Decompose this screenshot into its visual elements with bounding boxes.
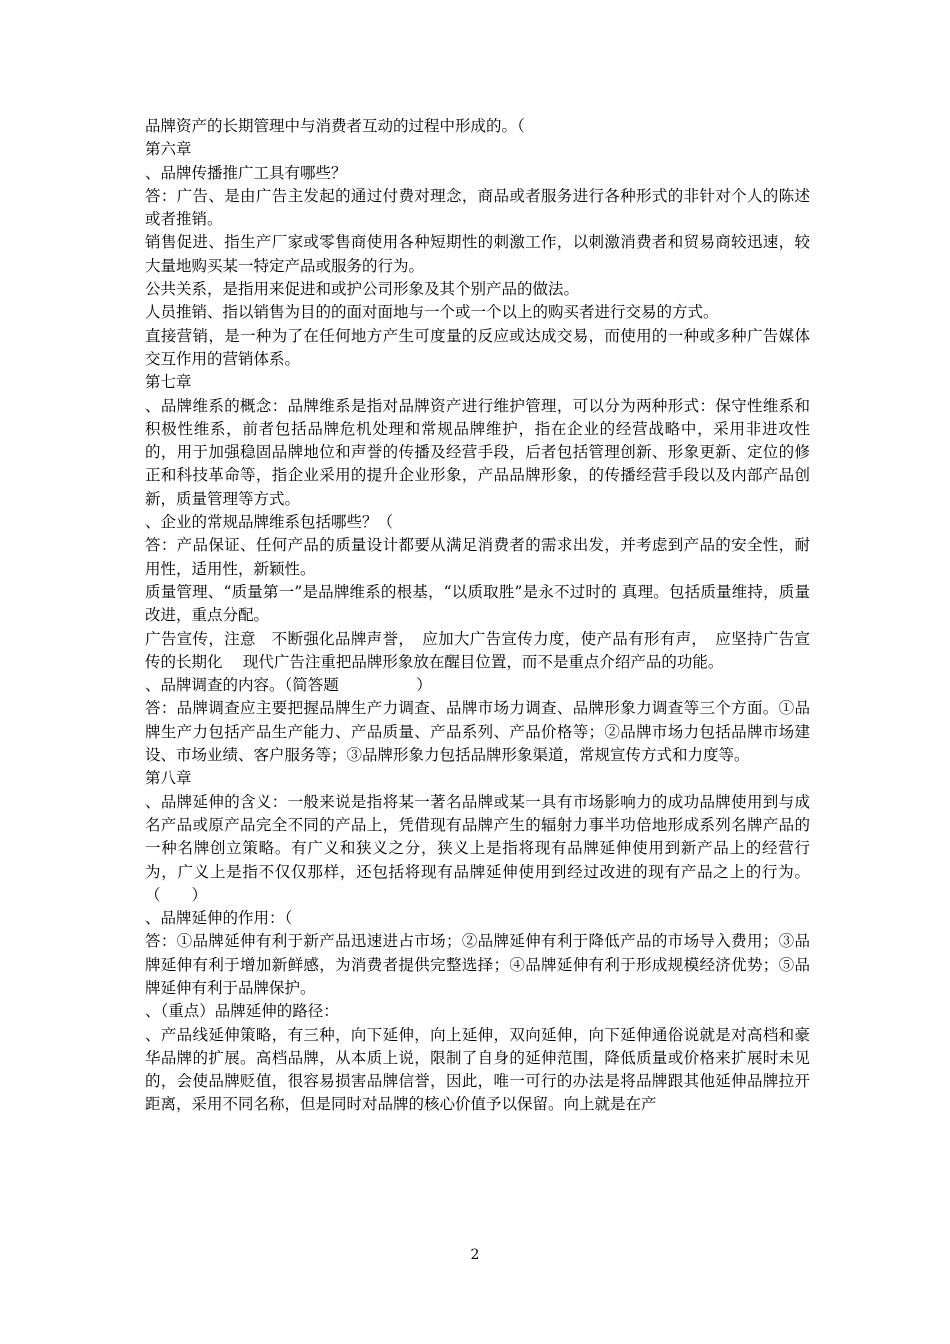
page-number: 2	[470, 1247, 480, 1263]
paragraph-advertising-publicity: 广告宣传，注意 不断强化品牌声誉， 应加大广告宣传力度，使产品有形有声， 应坚持广告宣传的长期化 现代广告注重把品牌形象放在醒目位置，而不是重点介绍产品的功能。	[145, 629, 810, 671]
paragraph-continuation: 品牌资产的长期管理中与消费者互动的过程中形成的。（	[145, 117, 525, 135]
paragraph-sales-promotion: 销售促进、指生产厂家或零售商使用各种短期性的刺激工作，以刺激消费者和贸易商较迅速，较大量地购买某一特定产品或服务的行为。	[145, 233, 810, 275]
chapter-6-heading: 第六章	[145, 140, 192, 159]
answer-product-guarantee: 答：产品保证、任何产品的质量设计都要从满足消费者的需求出发，并考虑到产品的安全性，耐用性，适用性，新颖性。	[145, 536, 810, 578]
paragraph-direct-marketing: 直接营销，是一种为了在任何地方产生可度量的反应或达成交易，而使用的一种或多种广告媒体交互作用的营销体系。	[145, 326, 810, 368]
paragraph-brand-extension-meaning: 、品牌延伸的含义：一般来说是指将某一著名品牌或某一具有市场影响力的成功品牌使用到与成名产品或原产品完全不同的产品上，凭借现有品牌产生的辐射力事半功倍地形成系列名牌产品的一种名牌创立策略。有广义和狭义之分，狭义上是指将现有品牌延伸使用到新产品上的经营行为，广义上是指不仅仅那样，还包括将现有品牌延伸使用到经过改进的现有产品之上的行为。（ ）	[145, 792, 810, 904]
paragraph-brand-maintenance-concept: 、品牌维系的概念：品牌维系是指对品牌资产进行维护管理，可以分为两种形式：保守性维系和积极性维系，前者包括品牌危机处理和常规品牌维护，指在企业的经营战略中，采用非进攻性的，用于加强稳固品牌地位和声誉的传播及经营手段，后者包括管理创新、形象更新、定位的修正和科技革命等，指企业采用的提升企业形象，产品品牌形象，的传播经营手段以及内部产品创新，质量管理等方式。	[145, 396, 810, 508]
question-extension-role: 、品牌延伸的作用：（	[145, 909, 293, 928]
paragraph-product-line-extension: 、产品线延伸策略，有三种，向下延伸，向上延伸，双向延伸，向下延伸通俗说就是对高档和豪华品牌的扩展。高档品牌，从本质上说，限制了自身的延伸范围，降低质量或价格来扩展时未见的，会使品牌贬值，很容易损害品牌信誉，因此，唯一可行的办法是将品牌跟其他延伸品牌拉开距离，采用不同名称，但是同时对品牌的核心价值予以保留。向上就是在产	[145, 1025, 810, 1114]
answer-brand-survey: 答：品牌调查应主要把握品牌生产力调查、品牌市场力调查、品牌形象力调查等三个方面。①品牌生产力包括产品生产能力、产品质量、产品系列、产品价格等；②品牌市场力包括品牌市场建设、市场业绩、客户服务等；③品牌形象力包括品牌形象渠道，常规宣传方式和力度等。	[145, 699, 810, 765]
question-brand-survey: 、品牌调查的内容。（简答题 ）	[145, 676, 432, 695]
chapter-8-heading: 第八章	[145, 769, 192, 788]
paragraph-quality-management: 质量管理、“质量第一”是品牌维系的根基，“以质取胜”是永不过时的 真理。包括质量维持，质量改进，重点分配。	[145, 582, 810, 625]
answer-extension-role: 答：①品牌延伸有利于新产品迅速进占市场；②品牌延伸有利于降低产品的市场导入费用；③品牌延伸有利于增加新鲜感，为消费者提供完整选择；④品牌延伸有利于形成规模经济优势；⑤品牌延伸有利于品牌保护。	[145, 932, 810, 997]
chapter-7-heading: 第七章	[145, 373, 192, 392]
question-routine-maintenance: 、企业的常规品牌维系包括哪些？（	[145, 513, 394, 532]
question-promotion-tools: 、品牌传播推广工具有哪些？	[145, 163, 347, 182]
question-extension-path: 、（重点）品牌延伸的路径：	[145, 1002, 339, 1021]
document-body	[145, 115, 810, 1117]
paragraph-public-relations: 公共关系，是指用来促进和或护公司形象及其个别产品的做法。	[145, 280, 580, 299]
paragraph-personal-selling: 人员推销、指以销售为目的的面对面地与一个或一个以上的购买者进行交易的方式。	[145, 303, 719, 322]
answer-advertising: 答：广告、是由广告主发起的通过付费对理念，商品或者服务进行各种形式的非针对个人的陈述或者推销。	[145, 186, 810, 229]
